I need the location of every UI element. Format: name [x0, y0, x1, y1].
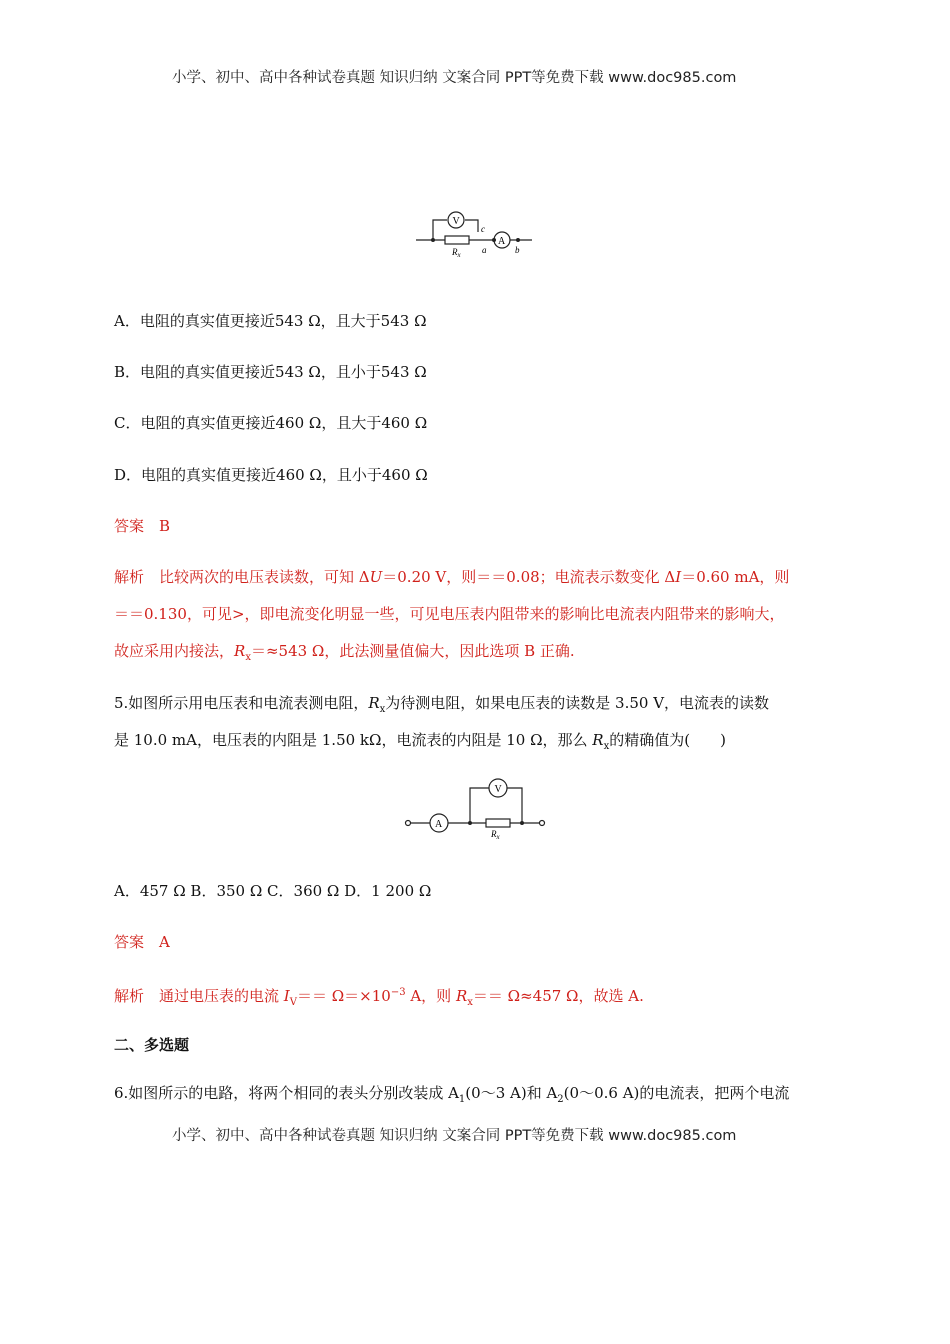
q5-analysis-text: A，则 — [405, 987, 456, 1005]
svg-text:Rx — [490, 829, 501, 841]
q4-analysis-text: 解析 比较两次的电压表读数，可知 Δ — [114, 568, 370, 586]
q6-stem — [114, 1083, 789, 1110]
q5-analysis-var-i: I — [283, 987, 290, 1005]
q4-analysis-line2: ＝＝0.130，可见>，即电流变化明显一些，可见电压表内阻带来的影响比电流表内阻带来的影响大， — [114, 605, 785, 623]
q4-answer: 答案 B — [114, 517, 171, 535]
resistor-subscript: x — [496, 833, 500, 841]
voltmeter-label: V — [494, 784, 502, 795]
resistor-label: R — [452, 247, 458, 257]
q4-analysis-var-r: R — [234, 642, 246, 660]
q5-analysis-text: ＝＝ Ω＝×10 — [296, 987, 391, 1005]
q6-text: (0～3 A)和 A — [465, 1084, 558, 1102]
q5-var-r: R — [368, 694, 380, 712]
q6-sub-2: 2 — [557, 1094, 564, 1105]
q5-analysis — [114, 983, 644, 1013]
voltmeter-label: V — [452, 216, 460, 227]
q5-answer: 答案 A — [114, 933, 170, 951]
q4-option-b: B．电阻的真实值更接近543 Ω，且小于543 Ω — [114, 363, 427, 381]
q4-analysis-sub-x: x — [245, 652, 251, 663]
q5-analysis-text: ＝＝ Ω≈457 Ω，故选 A. — [472, 987, 644, 1005]
resistor-subscript: x — [457, 251, 461, 259]
q6-text: 6.如图所示的电路，将两个相同的表头分别改装成 A — [114, 1084, 459, 1102]
q5-text: 为待测电阻，如果电压表的读数是 3.50 V，电流表的读数 — [385, 694, 770, 712]
q4-analysis-line1 — [114, 567, 789, 587]
section-title: 二、多选题 — [114, 1036, 190, 1054]
q4-analysis-var-u: U — [369, 568, 383, 586]
q6-text: (0～0.6 A)的电流表，把两个电流 — [563, 1084, 790, 1102]
q5-text: 5.如图所示用电压表和电流表测电阻， — [114, 694, 369, 712]
q5-var-r: R — [592, 731, 604, 749]
page-footer: 小学、初中、高中各种试卷真题 知识归纳 文案合同 PPT等免费下载 www.doc985.com — [172, 1128, 737, 1144]
q5-analysis-text: 解析 通过电压表的电流 — [114, 987, 284, 1005]
q4-analysis-text: ＝≈543 Ω，此法测量值偏大，因此选项 B 正确. — [250, 642, 575, 660]
resistor-label: R — [491, 829, 497, 839]
q5-stem-line1 — [114, 693, 769, 720]
q6-sub-1: 1 — [458, 1094, 466, 1105]
q4-analysis-text: ＝0.60 mA，则 — [681, 568, 790, 586]
q5-analysis-var-r: R — [455, 987, 468, 1005]
q4-analysis-text: 故应采用内接法， — [114, 642, 235, 660]
q5-analysis-sub-x: x — [467, 997, 473, 1008]
q4-analysis-line3 — [114, 641, 575, 668]
node-a-label: a — [482, 245, 487, 255]
q4-analysis-var-i: I — [675, 568, 682, 586]
circuit-figure-1 — [412, 208, 537, 262]
page-header: 小学、初中、高中各种试卷真题 知识归纳 文案合同 PPT等免费下载 www.doc985.com — [172, 70, 737, 86]
q5-stem-line2 — [114, 730, 726, 757]
q5-analysis-sub-v: V — [289, 997, 297, 1008]
q5-text: 是 10.0 mA，电压表的内阻是 1.50 kΩ，电流表的内阻是 10 Ω，那么 — [114, 731, 593, 749]
node-b-label: b — [515, 245, 520, 255]
q4-option-c: C．电阻的真实值更接近460 Ω，且大于460 Ω — [114, 414, 428, 432]
q4-option-a: A．电阻的真实值更接近543 Ω，且大于543 Ω — [114, 312, 427, 330]
ammeter-label: A — [435, 819, 443, 830]
ammeter-label: A — [498, 236, 506, 247]
svg-text:Rx — [451, 247, 462, 259]
q4-analysis-text: ＝0.20 V，则＝＝0.08；电流表示数变化 Δ — [382, 568, 676, 586]
q5-analysis-exponent: −3 — [390, 987, 406, 998]
q5-sub-x: x — [379, 704, 386, 715]
q5-text: 的精确值为( ) — [609, 731, 726, 749]
q5-options: A．457 Ω B．350 Ω C．360 Ω D．1 200 Ω — [114, 882, 432, 900]
q4-option-d: D．电阻的真实值更接近460 Ω，且小于460 Ω — [114, 466, 428, 484]
circuit-figure-2 — [402, 776, 548, 842]
q5-sub-x: x — [603, 741, 610, 752]
node-c-label: c — [481, 224, 485, 234]
